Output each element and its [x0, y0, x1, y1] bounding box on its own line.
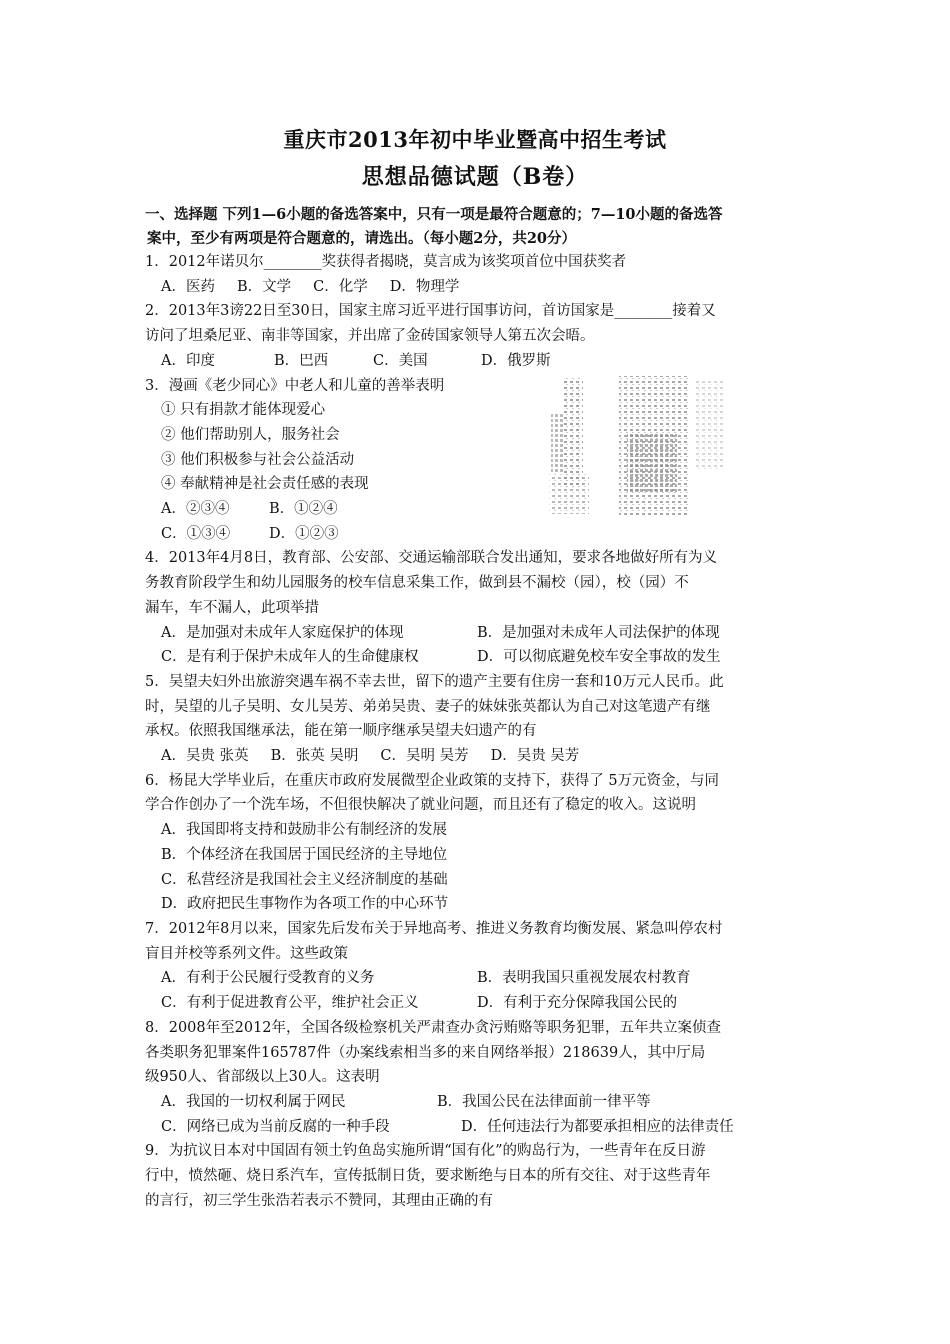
option[interactable]: D．物理学 [389, 278, 460, 295]
option[interactable]: A．有利于公民履行受教育的义务 [161, 970, 375, 987]
stem-line: 的言行，初三学生张浩若表示不赞同，其理由正确的有 [145, 1192, 493, 1209]
stem-line: 漏车，车不漏人，此项举措 [145, 599, 319, 616]
option[interactable]: B．巴西 [274, 352, 329, 369]
question-4-stem [145, 546, 815, 620]
question-2-options [145, 349, 815, 374]
stem-line: 访问了坦桑尼亚、南非等国家，并出席了金砖国家领导人第五次会晤。 [145, 328, 595, 345]
option[interactable]: A．②③④ [161, 501, 230, 518]
stem-line: 盲目并校等系列文件。这些政策 [145, 945, 348, 962]
option[interactable]: B．①②④ [269, 501, 338, 518]
question-8-options-row-1 [145, 1090, 815, 1115]
cartoon-image [545, 374, 785, 522]
option[interactable]: D．俄罗斯 [481, 352, 551, 369]
option[interactable]: B．表明我国只重视发展农村教育 [477, 970, 691, 987]
exam-subtitle: 思想品德试题（B卷） [361, 164, 589, 190]
section-line-2: 案中，至少有两项是符合题意的，请选出。（每小题2分，共20分） [147, 230, 577, 247]
stem-line: 6．杨昆大学毕业后，在重庆市政府发展微型企业政策的支持下，获得了 5万元资金，与同 [145, 772, 720, 789]
section-instructions [145, 203, 813, 251]
option[interactable]: A．我国的一切权利属于网民 [161, 1093, 346, 1110]
option[interactable]: A．是加强对未成年人家庭保护的体现 [161, 624, 404, 641]
question-5-options [145, 744, 815, 769]
stem-line: 学合作创办了一个洗车场，不但很快解决了就业问题，而且还有了稳定的收入。这说明 [145, 797, 696, 814]
option[interactable]: D．有利于充分保障我国公民的 [477, 995, 678, 1012]
option[interactable]: B．张英 吴明 [270, 748, 359, 765]
stem-line: 8．2008年至2012年，全国各级检察机关严肃查办贪污贿赂等职务犯罪，五年共立案侦查 [145, 1019, 722, 1036]
question-7-options-row-1 [145, 966, 815, 991]
question-8-stem [145, 1016, 815, 1090]
question-3-stem: 3．漫画《老少同心》中老人和儿童的善举表明 [145, 377, 445, 394]
option[interactable]: C．网络已成为当前反腐的一种手段 [161, 1118, 390, 1135]
question-2-stem [145, 299, 815, 348]
stem-line: 承权。依照我国继承法，能在第一顺序继承吴望夫妇遗产的有 [145, 723, 537, 740]
question-7-options-row-2 [145, 991, 815, 1016]
question-7-stem [145, 917, 815, 966]
stem-line: 时，吴望的儿子吴明、女儿吴芳、弟弟吴贵、妻子的妹妹张英都认为自己对这笔遗产有继 [145, 698, 711, 715]
option[interactable]: D．①②③ [269, 525, 339, 542]
question-4-options-row-2 [145, 645, 815, 670]
statement-item: ② 他们帮助别人，服务社会 [161, 426, 340, 443]
option[interactable]: B．个体经济在我国居于国民经济的主导地位 [161, 846, 448, 863]
stem-line: 务教育阶段学生和幼儿园服务的校车信息采集工作，做到县不漏校（园），校（园）不 [145, 575, 689, 592]
question-1-stem: 1．2012年诺贝尔________奖获得者揭晓，莫言成为该奖项首位中国获奖者 [145, 254, 627, 270]
question-1-options [145, 275, 815, 300]
option[interactable]: A．吴贵 张英 [161, 748, 249, 765]
question-3-options-row-2 [145, 522, 815, 547]
exam-title: 重庆市2013年初中毕业暨高中招生考试 [283, 127, 667, 152]
option[interactable]: C．有利于促进教育公平，维护社会正义 [161, 995, 419, 1012]
option[interactable]: D．可以彻底避免校车安全事故的发生 [477, 649, 721, 666]
question-9-stem [145, 1139, 815, 1213]
option[interactable]: D．吴贵 吴芳 [490, 748, 580, 765]
option[interactable]: B．文学 [236, 278, 292, 295]
question-list [145, 250, 815, 1213]
stem-line: 2．2013年3谤22日至30日，国家主席习近平进行国事访问，首访国家是________接着又 [145, 303, 716, 320]
statement-item: ④ 奉献精神是社会责任感的表现 [161, 476, 369, 493]
option[interactable]: C．化学 [313, 278, 368, 295]
stem-line: 9．为抗议日本对中国固有领土钓鱼岛实施所谓“国有化”的购岛行为，一些青年在反日游 [145, 1143, 706, 1160]
option[interactable]: C．是有利于保护未成年人的生命健康权 [161, 649, 419, 666]
stem-line: 行中，愤然砸、烧日系汽车，宣传抵制日货，要求断绝与日本的所有交往、对于这些青年 [145, 1168, 711, 1185]
question-8-options-row-2 [145, 1115, 815, 1140]
statement-item: ① 只有捐款才能体现爱心 [161, 402, 326, 419]
stem-line: 4．2013年4月8日，教育部、公安部、交通运输部联合发出通知，要求各地做好所有为义 [145, 550, 718, 567]
stem-line: 级950人、省部级以上30人。这表明 [145, 1069, 380, 1086]
section-line-1: 一、选择题 下列1—6小题的备选答案中，只有一项是最符合题意的；7—10小题的备选答 [145, 206, 723, 223]
option[interactable]: A．印度 [161, 352, 215, 369]
stem-line: 各类职务犯罪案件165787件（办案线索相当多的来自网络举报）218639人，其中厅局 [145, 1044, 706, 1061]
option[interactable]: D．任何违法行为都要承担相应的法律责任 [461, 1118, 734, 1135]
question-3 [145, 374, 815, 547]
statement-item: ③ 他们积极参与社会公益活动 [161, 451, 355, 468]
option[interactable]: C．美国 [373, 352, 428, 369]
option[interactable]: C．私营经济是我国社会主义经济制度的基础 [161, 871, 448, 888]
stem-line: 7．2012年8月以来，国家先后发布关于异地高考、推进义务教育均衡发展、紧急叫停农村 [145, 920, 723, 937]
option[interactable]: B．是加强对未成年人司法保护的体现 [477, 624, 720, 641]
option[interactable]: C．吴明 吴芳 [380, 748, 469, 765]
option[interactable]: A．我国即将支持和鼓励非公有制经济的发展 [161, 822, 447, 839]
stem-line: 5．吴望夫妇外出旅游突遇车祸不幸去世，留下的遗产主要有住房一套和10万元人民币。此 [145, 673, 724, 690]
option[interactable]: C．①③④ [161, 525, 231, 542]
option[interactable]: A．医药 [161, 278, 215, 295]
option[interactable]: D．政府把民生事物作为各项工作的中心环节 [161, 896, 449, 913]
option[interactable]: B．我国公民在法律面前一律平等 [437, 1093, 651, 1110]
question-5-stem [145, 670, 815, 744]
question-6-stem [145, 769, 815, 818]
question-4-options-row-1 [145, 621, 815, 646]
